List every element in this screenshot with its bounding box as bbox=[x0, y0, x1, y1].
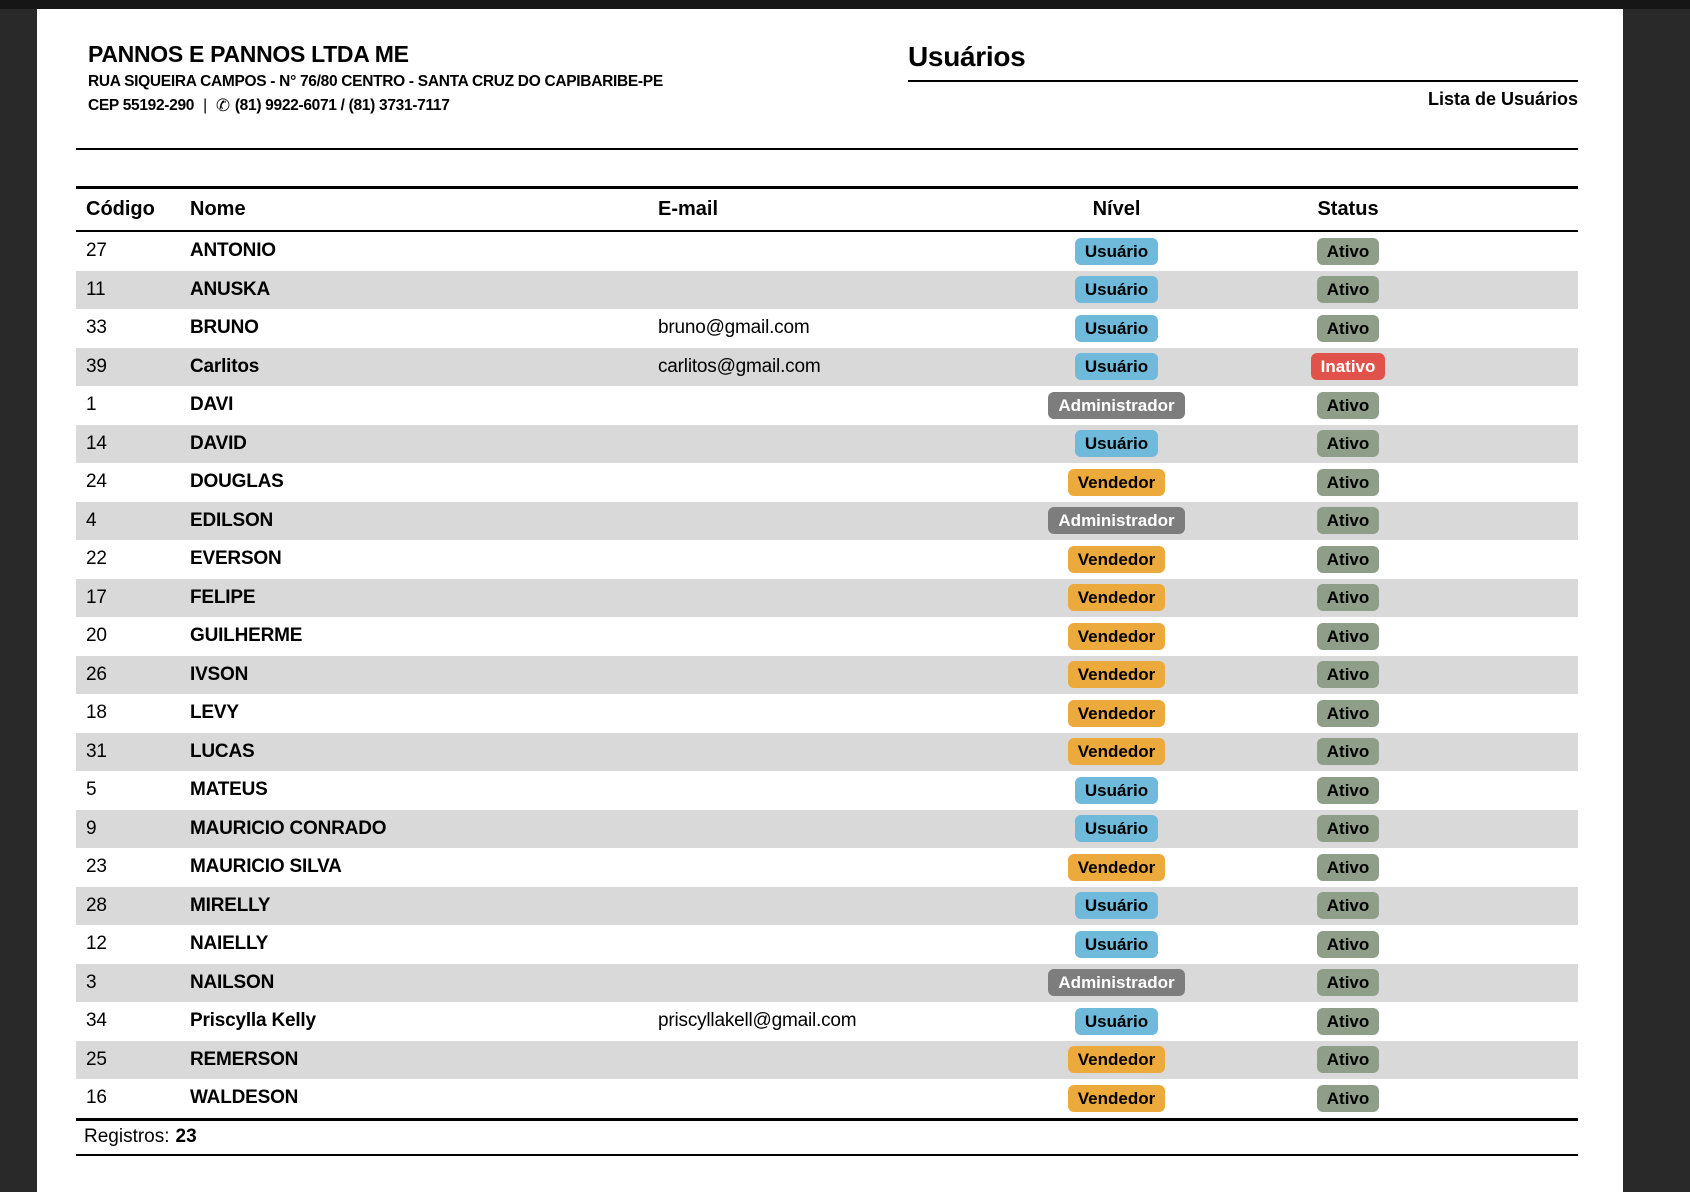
nivel-badge: Vendedor bbox=[1068, 661, 1165, 688]
column-header-codigo: Código bbox=[86, 198, 155, 220]
records-value: 23 bbox=[175, 1126, 197, 1147]
status-badge: Ativo bbox=[1317, 623, 1380, 650]
nivel-badge: Vendedor bbox=[1068, 700, 1165, 727]
cell-nivel bbox=[985, 315, 1248, 342]
cell-nome: EDILSON bbox=[190, 509, 274, 531]
cell-nivel bbox=[985, 430, 1248, 457]
cell-nivel bbox=[985, 815, 1248, 842]
cell-nome: FELIPE bbox=[190, 586, 256, 608]
table-row bbox=[76, 694, 1578, 733]
table-row bbox=[76, 1079, 1578, 1118]
cell-codigo: 18 bbox=[86, 702, 107, 724]
nivel-badge: Usuário bbox=[1075, 815, 1158, 842]
page-subtitle: Lista de Usuários bbox=[1427, 89, 1578, 109]
cell-codigo: 24 bbox=[86, 471, 107, 493]
cell-nivel bbox=[985, 700, 1248, 727]
nivel-badge: Vendedor bbox=[1068, 623, 1165, 650]
column-header-status: Status bbox=[1317, 198, 1379, 220]
cell-nome: MATEUS bbox=[190, 779, 268, 801]
report-header bbox=[76, 41, 1578, 139]
company-name: PANNOS E PANNOS LTDA ME bbox=[88, 41, 409, 67]
status-badge: Ativo bbox=[1317, 700, 1380, 727]
nivel-badge: Usuário bbox=[1075, 353, 1158, 380]
cell-nome: BRUNO bbox=[190, 317, 259, 339]
nivel-badge: Vendedor bbox=[1068, 1046, 1165, 1073]
table-row bbox=[76, 386, 1578, 425]
table-row bbox=[76, 733, 1578, 772]
table-row bbox=[76, 964, 1578, 1003]
cell-nivel bbox=[985, 507, 1248, 534]
nivel-badge: Administrador bbox=[1048, 969, 1184, 996]
nivel-badge: Usuário bbox=[1075, 238, 1158, 265]
company-phones: (81) 9922-6071 / (81) 3731-7117 bbox=[234, 96, 450, 114]
cell-nome: DAVI bbox=[190, 394, 234, 416]
cell-codigo: 39 bbox=[86, 355, 107, 377]
table-row bbox=[76, 656, 1578, 695]
header-divider bbox=[76, 148, 1578, 150]
status-badge: Ativo bbox=[1317, 661, 1380, 688]
cell-status bbox=[1248, 815, 1448, 842]
cell-status bbox=[1248, 276, 1448, 303]
status-badge: Ativo bbox=[1317, 584, 1380, 611]
nivel-badge: Vendedor bbox=[1068, 584, 1165, 611]
nivel-badge: Usuário bbox=[1075, 276, 1158, 303]
cell-codigo: 4 bbox=[86, 509, 97, 531]
cell-nome: Carlitos bbox=[190, 355, 260, 377]
cell-nivel bbox=[985, 1046, 1248, 1073]
cell-codigo: 11 bbox=[86, 278, 106, 300]
cell-nivel bbox=[985, 738, 1248, 765]
cell-status bbox=[1248, 623, 1448, 650]
cell-nivel bbox=[985, 661, 1248, 688]
cell-nome: LEVY bbox=[190, 702, 239, 724]
status-badge: Ativo bbox=[1317, 854, 1380, 881]
cell-nome: NAILSON bbox=[190, 971, 275, 993]
nivel-badge: Vendedor bbox=[1068, 854, 1165, 881]
cell-nivel bbox=[985, 392, 1248, 419]
company-address: RUA SIQUEIRA CAMPOS - N° 76/80 CENTRO - SANTA CRUZ DO CAPIBARIBE-PE bbox=[88, 73, 663, 91]
cell-nome: NAIELLY bbox=[190, 933, 269, 955]
cell-codigo: 1 bbox=[86, 394, 97, 416]
status-badge: Ativo bbox=[1317, 507, 1380, 534]
column-header-nivel: Nível bbox=[1092, 198, 1141, 220]
phone-icon: ✆ bbox=[215, 95, 230, 115]
cell-codigo: 3 bbox=[86, 971, 97, 993]
cell-codigo: 12 bbox=[86, 933, 107, 955]
cell-nome: GUILHERME bbox=[190, 625, 303, 647]
table-row bbox=[76, 887, 1578, 926]
cell-status bbox=[1248, 661, 1448, 688]
report-title-block bbox=[908, 41, 1578, 139]
cell-nivel bbox=[985, 584, 1248, 611]
status-badge: Ativo bbox=[1317, 392, 1380, 419]
cell-nome: DOUGLAS bbox=[190, 471, 284, 493]
cell-status bbox=[1248, 507, 1448, 534]
status-badge: Ativo bbox=[1317, 546, 1380, 573]
status-badge: Ativo bbox=[1317, 815, 1380, 842]
report-page bbox=[37, 9, 1623, 1192]
cell-codigo: 14 bbox=[86, 432, 107, 454]
cell-nome: REMERSON bbox=[190, 1048, 299, 1070]
status-badge: Ativo bbox=[1317, 469, 1380, 496]
cell-codigo: 20 bbox=[86, 625, 107, 647]
cell-status bbox=[1248, 854, 1448, 881]
users-table bbox=[76, 186, 1578, 1118]
nivel-badge: Vendedor bbox=[1068, 738, 1165, 765]
cell-nivel bbox=[985, 353, 1248, 380]
cell-status bbox=[1248, 469, 1448, 496]
status-badge: Ativo bbox=[1317, 1085, 1380, 1112]
cell-status bbox=[1248, 892, 1448, 919]
separator: | bbox=[203, 96, 207, 114]
status-badge: Inativo bbox=[1311, 353, 1386, 380]
nivel-badge: Administrador bbox=[1048, 507, 1184, 534]
cell-nome: MIRELLY bbox=[190, 894, 271, 916]
viewer-top-bar bbox=[0, 0, 1690, 9]
records-label: Registros: bbox=[84, 1126, 170, 1147]
cell-codigo: 31 bbox=[86, 740, 107, 762]
cell-status bbox=[1248, 1008, 1448, 1035]
cell-nivel bbox=[985, 969, 1248, 996]
cell-nivel bbox=[985, 777, 1248, 804]
status-badge: Ativo bbox=[1317, 276, 1380, 303]
cell-status bbox=[1248, 315, 1448, 342]
cell-codigo: 28 bbox=[86, 894, 107, 916]
status-badge: Ativo bbox=[1317, 738, 1380, 765]
cell-nivel bbox=[985, 1085, 1248, 1112]
cell-codigo: 9 bbox=[86, 817, 97, 839]
cell-status bbox=[1248, 546, 1448, 573]
company-cep: CEP 55192-290 bbox=[88, 96, 195, 114]
status-badge: Ativo bbox=[1317, 430, 1380, 457]
cell-status bbox=[1248, 353, 1448, 380]
cell-status bbox=[1248, 777, 1448, 804]
records-count-bar bbox=[76, 1118, 1578, 1156]
column-header-nome: Nome bbox=[190, 198, 246, 220]
nivel-badge: Usuário bbox=[1075, 430, 1158, 457]
cell-codigo: 16 bbox=[86, 1087, 107, 1109]
table-row bbox=[76, 540, 1578, 579]
cell-nome: IVSON bbox=[190, 663, 249, 685]
status-badge: Ativo bbox=[1317, 892, 1380, 919]
cell-status bbox=[1248, 738, 1448, 765]
status-badge: Ativo bbox=[1317, 1008, 1380, 1035]
table-row bbox=[76, 810, 1578, 849]
cell-status bbox=[1248, 584, 1448, 611]
column-header-email: E-mail bbox=[658, 198, 719, 220]
table-row bbox=[76, 271, 1578, 310]
cell-nome: EVERSON bbox=[190, 548, 282, 570]
cell-status bbox=[1248, 238, 1448, 265]
cell-codigo: 27 bbox=[86, 240, 107, 262]
table-row bbox=[76, 1002, 1578, 1041]
cell-status bbox=[1248, 1085, 1448, 1112]
cell-codigo: 5 bbox=[86, 779, 97, 801]
cell-nome: ANTONIO bbox=[190, 240, 276, 262]
table-row bbox=[76, 771, 1578, 810]
cell-codigo: 17 bbox=[86, 586, 107, 608]
cell-nivel bbox=[985, 931, 1248, 958]
company-header bbox=[88, 41, 663, 139]
cell-codigo: 34 bbox=[86, 1010, 107, 1032]
nivel-badge: Usuário bbox=[1075, 777, 1158, 804]
company-contact-line bbox=[88, 95, 663, 116]
table-row bbox=[76, 579, 1578, 618]
nivel-badge: Vendedor bbox=[1068, 546, 1165, 573]
cell-nivel bbox=[985, 546, 1248, 573]
cell-email: bruno@gmail.com bbox=[658, 317, 810, 339]
table-row bbox=[76, 309, 1578, 348]
cell-nome: WALDESON bbox=[190, 1087, 299, 1109]
cell-nivel bbox=[985, 1008, 1248, 1035]
nivel-badge: Administrador bbox=[1048, 392, 1184, 419]
cell-nome: MAURICIO CONRADO bbox=[190, 817, 387, 839]
table-row bbox=[76, 463, 1578, 502]
nivel-badge: Usuário bbox=[1075, 1008, 1158, 1035]
cell-email: priscyllakell@gmail.com bbox=[658, 1010, 857, 1032]
table-row bbox=[76, 848, 1578, 887]
cell-nome: Priscylla Kelly bbox=[190, 1010, 316, 1032]
cell-status bbox=[1248, 392, 1448, 419]
status-badge: Ativo bbox=[1317, 969, 1380, 996]
cell-status bbox=[1248, 430, 1448, 457]
cell-status bbox=[1248, 1046, 1448, 1073]
nivel-badge: Usuário bbox=[1075, 315, 1158, 342]
table-row bbox=[76, 617, 1578, 656]
cell-codigo: 23 bbox=[86, 856, 107, 878]
status-badge: Ativo bbox=[1317, 1046, 1380, 1073]
status-badge: Ativo bbox=[1317, 777, 1380, 804]
cell-nivel bbox=[985, 469, 1248, 496]
cell-nome: ANUSKA bbox=[190, 278, 271, 300]
cell-codigo: 22 bbox=[86, 548, 107, 570]
table-row bbox=[76, 502, 1578, 541]
page-title: Usuários bbox=[908, 41, 1578, 82]
table-row bbox=[76, 425, 1578, 464]
table-row bbox=[76, 232, 1578, 271]
cell-nome: DAVID bbox=[190, 432, 247, 454]
nivel-badge: Vendedor bbox=[1068, 469, 1165, 496]
cell-nome: LUCAS bbox=[190, 740, 255, 762]
cell-codigo: 26 bbox=[86, 663, 107, 685]
cell-nivel bbox=[985, 276, 1248, 303]
table-header-row bbox=[76, 186, 1578, 232]
table-body bbox=[76, 232, 1578, 1118]
cell-nome: MAURICIO SILVA bbox=[190, 856, 342, 878]
nivel-badge: Vendedor bbox=[1068, 1085, 1165, 1112]
status-badge: Ativo bbox=[1317, 238, 1380, 265]
cell-nivel bbox=[985, 854, 1248, 881]
cell-codigo: 33 bbox=[86, 317, 107, 339]
status-badge: Ativo bbox=[1317, 931, 1380, 958]
cell-email: carlitos@gmail.com bbox=[658, 355, 821, 377]
status-badge: Ativo bbox=[1317, 315, 1380, 342]
report-content bbox=[76, 9, 1578, 1156]
cell-nivel bbox=[985, 238, 1248, 265]
cell-codigo: 25 bbox=[86, 1048, 107, 1070]
cell-status bbox=[1248, 931, 1448, 958]
cell-nivel bbox=[985, 623, 1248, 650]
table-row bbox=[76, 1041, 1578, 1080]
cell-nivel bbox=[985, 892, 1248, 919]
cell-status bbox=[1248, 969, 1448, 996]
table-row bbox=[76, 925, 1578, 964]
nivel-badge: Usuário bbox=[1075, 931, 1158, 958]
cell-status bbox=[1248, 700, 1448, 727]
nivel-badge: Usuário bbox=[1075, 892, 1158, 919]
table-row bbox=[76, 348, 1578, 387]
